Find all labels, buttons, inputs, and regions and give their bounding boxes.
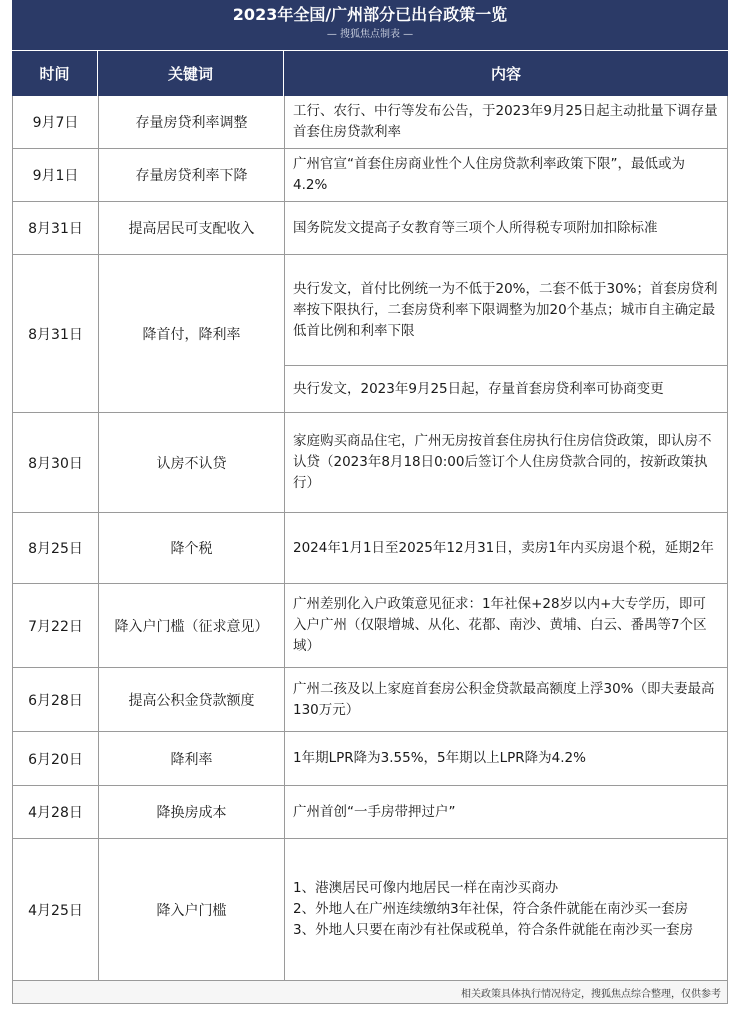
page-subtitle: — 搜狐焦点制表 — (326, 29, 414, 40)
content-text: 央行发文，2023年9月25日起，存量首套房贷利率可协商变更 (293, 380, 664, 397)
list-item: 2、外地人在广州连续缴纳3年社保，符合条件就能在南沙买一套房 (293, 901, 689, 917)
date-cell: 8月31日 (13, 255, 99, 412)
keyword-cell: 降入户门槛 (99, 839, 285, 980)
keyword-cell: 存量房贷利率下降 (99, 149, 285, 201)
table-row (13, 202, 727, 255)
date-cell: 4月28日 (13, 786, 99, 838)
date-cell: 8月25日 (13, 513, 99, 583)
keyword-cell: 降利率 (99, 732, 285, 785)
content-cell (285, 149, 727, 201)
keyword-cell: 降入户门槛（征求意见） (99, 584, 285, 667)
list-item: 1、港澳居民可像内地居民一样在南沙买商办 (293, 880, 559, 896)
table-header (12, 0, 728, 50)
table-row (13, 584, 727, 668)
column-header-keyword: 关键词 (98, 51, 284, 96)
date-cell: 4月25日 (13, 839, 99, 980)
table-row (13, 668, 727, 732)
date-cell: 8月30日 (13, 413, 99, 512)
policy-table-figure (12, 0, 728, 1020)
keyword-cell: 存量房贷利率调整 (99, 96, 285, 148)
content-text: 广州差别化入户政策意见征求：1年社保+28岁以内+大专学历，即可入户广州（仅限增城、从化、花都、南沙、黄埔、白云、番禺等7个区域） (293, 596, 707, 654)
keyword-cell: 认房不认贷 (99, 413, 285, 512)
content-cell (285, 202, 727, 254)
content-text: 工行、农行、中行等发布公告，于2023年9月25日起主动批量下调存量首套住房贷款利率 (293, 103, 718, 140)
content-cell (285, 732, 727, 785)
keyword-cell: 降换房成本 (99, 786, 285, 838)
content-list (293, 878, 693, 941)
content-text: 家庭购买商品住宅，广州无房按首套住房执行住房信贷政策，即认房不认贷（2023年8月18日0:00后签订个人住房贷款合同的，按新政策执行） (293, 433, 712, 491)
content-text: 1年期LPR降为3.55%，5年期以上LPR降为4.2% (293, 750, 586, 766)
date-cell: 9月7日 (13, 96, 99, 148)
content-text: 2024年1月1日至2025年12月31日，卖房1年内买房退个税，延期2年 (293, 539, 714, 556)
policy-table (12, 96, 728, 981)
content-cell (285, 413, 727, 512)
keyword-cell: 提高公积金贷款额度 (99, 668, 285, 731)
content-cell (285, 513, 727, 583)
content-cell (285, 255, 727, 412)
content-text: 广州二孩及以上家庭首套房公积金贷款最高额度上浮30%（即夫妻最高130万元） (293, 680, 715, 718)
keyword-cell: 降首付，降利率 (99, 255, 285, 412)
table-row (13, 255, 727, 413)
table-row (13, 786, 727, 839)
list-item: 3、外地人只要在南沙有社保或税单，符合条件就能在南沙买一套房 (293, 922, 694, 938)
keyword-cell: 降个税 (99, 513, 285, 583)
column-header-date: 时间 (12, 51, 98, 96)
content-cell (285, 839, 727, 980)
content-text: 广州官宣“首套住房商业性个人住房贷款利率政策下限”，最低或为4.2% (293, 156, 685, 193)
content-cell (285, 96, 727, 148)
date-cell: 7月22日 (13, 584, 99, 667)
date-cell: 8月31日 (13, 202, 99, 254)
footer-note: 相关政策具体执行情况待定，搜狐焦点综合整理，仅供参考 (12, 981, 728, 1004)
content-cell (285, 786, 727, 838)
table-row (13, 96, 727, 149)
table-row (13, 732, 727, 786)
content-text: 广州首创“一手房带押过户” (293, 803, 456, 820)
column-header-content: 内容 (490, 65, 521, 83)
table-row (13, 413, 727, 513)
column-header-row (12, 50, 728, 96)
keyword-cell: 提高居民可支配收入 (99, 202, 285, 254)
table-row (13, 513, 727, 584)
table-row (13, 839, 727, 981)
date-cell: 6月28日 (13, 668, 99, 731)
date-cell: 9月1日 (13, 149, 99, 201)
table-row (13, 149, 727, 202)
page-title: 2023年全国/广州部分已出台政策一览 (232, 5, 508, 24)
content-text: 国务院发文提高子女教育等三项个人所得税专项附加扣除标准 (293, 219, 658, 236)
content-cell (285, 668, 727, 731)
content-text: 央行发文，首付比例统一为不低于20%，二套不低于30%；首套房贷利率按下限执行，二套房贷利率下限调整为加20个基点；城市自主确定最低首比例和利率下限 (293, 280, 718, 339)
date-cell: 6月20日 (13, 732, 99, 785)
content-cell (285, 584, 727, 667)
